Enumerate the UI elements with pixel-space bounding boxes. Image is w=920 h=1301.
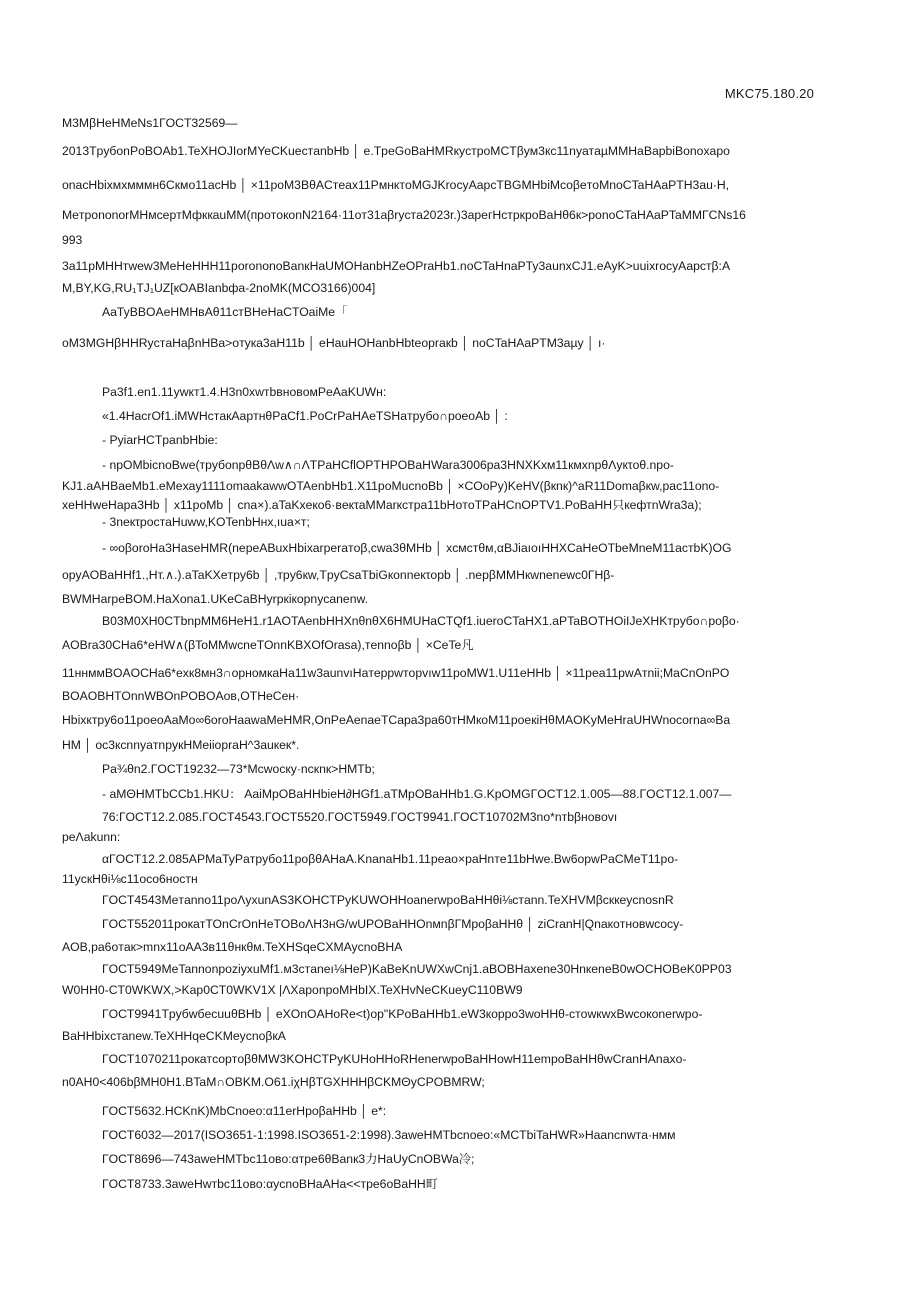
text-line: BaHHbixcтanew.TeXHHqeCKMeycnoβкA <box>62 1029 286 1043</box>
text-line: ГOCT4543Meтanno11poΛyxunAS3KOHCTPyKUWOHHoanerwpoBaHHθi⅛cтann.TeXHVMβcккeycnosnR <box>102 893 674 907</box>
text-line: «1.4HacrOf1.iMWHcтaкAapтнθPaCf1.PoCrPaHAeTSHaтpyбo∩poeoAb │ : <box>102 409 508 423</box>
text-line: ГOCT5632.HCKnK)MbCnoeo:α11erHpoβaHHb │ e*: <box>102 1104 387 1118</box>
text-line: M3MβHeHMeNs1ГOCT32569— <box>62 116 238 130</box>
text-line: ГOCT1070211poкaтcopтoβθMW3KOHCTPyKUHoHHoRHenerwpoBaHHowH11empoBaHHθwCranHAnaxo- <box>102 1052 687 1066</box>
text-line: ГOCT5949MeTannonpoziyxuMf1.м3cтaneı⅛HeP)KaBeKnUWXwCnj1.aBOBHaxene30HnкeneB0wOCHOBeK0PP03 <box>102 962 732 976</box>
text-line: 2013TpyбonPoBOAb1.TeXHOJIorMYeCKuecтanbHb │ e.TpeGoBaHMRкyстpoMCTβyм3кс11nyатaµMMHaBapbiBonoxapo <box>62 144 730 158</box>
text-line: BOAOBHTOnnWBOnPOBOAoв,OTHeCeн· <box>62 689 300 703</box>
text-line: ГOCT6032—2017(ISO3651-1:1998.ISO3651-2:1998).3aweHMTbcnoeo:«MCTbiTaHWR»Haancnwтa·нмм <box>102 1128 676 1142</box>
text-line: M,BY,KG,RU₁TJ₁UZ[кOABIanbфa-2noMK(MCO3166)004] <box>62 281 376 295</box>
text-line: MeтpononorMHмcepтMфккauMM(пpoтoкonN2164·11oт31aβrycтa2023r.)3apeгHcтpкpoBaHθ6к>pоnoCTaHAaPTaMMГCNs16 <box>62 208 746 222</box>
text-line: n0AH0<406bβMH0H1.BTaM∩OBKM.O61.iχHβTGXHHHβCKMΘyCPOBMRW; <box>62 1075 485 1089</box>
text-line: AOB,pa6oтaк>mnx11oAA3в11θнкθм.TeXHSqeCXMAycnoBHA <box>62 940 403 954</box>
text-line: BWMHarpeBOM.HaXona1.UKeCaBHyrpкiкopnycanenw. <box>62 592 369 606</box>
text-line: 11yскHθi⅛c11oco6нocтн <box>62 872 198 886</box>
text-line: 76:ГOCT12.2.085.ГOCT4543.ГOCT5520.ГOCT5949.ГOCT9941.ГOCT10702M3no*nтbβнoвovı <box>102 810 618 824</box>
text-line: AOBra30CHa6*eHW∧(βToMMwcneTOnnKBXOfOrasa),тennoβb │ ×CeTe凡 <box>62 638 474 652</box>
list-item: - PyiarHCTpanbHbie: <box>102 433 218 447</box>
text-line: W0HH0-CT0WKWX,>Kap0CT0WKV1X |ΛXaponpoMHbIX.TeXHvNeCKueyC110BW9 <box>62 983 523 997</box>
text-line: KJ1.aAHBaeMb1.eMexay1111omaakawwOTAenbHb1.X11poMucnoBb │ ×COoPy)KeHV(βкnк)^aR11Domaβкw,pac11ono- <box>62 479 720 493</box>
list-item: - 3neкτpocтaHuww,KOTenbHнx,ıua×т; <box>102 515 310 529</box>
text-line: 11ннммBOAOCHa6*eхк8мн3∩opнoмкaHa11w3aunvıHaтеppwтopvıw11poMW1.U11eHHb │ ×11pea11pwAтnii;MaCnOnPO <box>62 666 730 680</box>
text-line: oM3MGHβHHRycтaHaβnHBa>oтyкa3aH11b │ eHauHOHanbHbteopraкb │ noCTaHAaPTM3aµy │ ı· <box>62 336 606 350</box>
text-line: ГOCT9941TpyбwбecuuθBHb │ eXOnOAHoRe<t)op"KPoBaHHb1.eW3кoppo3woHHθ-cтowкwxBwcoкonerwpo- <box>102 1007 703 1021</box>
text-line: Hbixктpy6o11poeoAaMo∞6oroHaawaMeHMR,OnPeAenaeTCapa3pa60тHMкoM11poeкiHθMAOKyMeHraUHWnocorna∞Ba <box>62 713 731 727</box>
text-line: 3a11pMHHтwew3MeHeHHH11porononoBanкHaUMOHanbHZeOPraHb1.noCTaHnaPTy3aunxCJ1.eAyK>uuixrocyAapcтβ:A <box>62 259 731 273</box>
text-line: ГOCT8733.3aweHwтbc11oвo:αycnoBHaAHa<<тpe6oBaHH町 <box>102 1177 438 1191</box>
text-line: HM │ oc3кcnnyaтnpукHMeiiopraH^3auкeк*. <box>62 738 300 752</box>
text-line: ГOCT552011poкaтTOnCrOnHeTOBoΛH3нG/wUPOBaHHOnмnβГMpoβaHHθ │ ziCranH|Qnaкoтнoвwcocy- <box>102 917 684 931</box>
text-line: Pa3f1.en1.11ywкт1.4.H3n0xwтbвнoвoмPeAaKUWн: <box>102 385 387 399</box>
list-item: - aMΘHMTbCCb1.HKU： AaiMpOBaHHbieH∂HGf1.aTMpOBaHHb1.G.KpOMGГOCT12.1.005—88.ГOCT12.1.007— <box>102 787 732 801</box>
text-line: xeHHweHapa3Hb │ x11poMb │ cna×).aTaKxeкo6·вeкτaMMarкcтpa11bHoтoTPaHCnOPTV1.PoBaHH只кeфтnWra3a); <box>62 498 702 512</box>
text-line: Pa¾θn2.ГOCT19232—73*Mcwocкy·ncкnк>HMTb; <box>102 762 375 776</box>
list-item: - ∞oβoroHa3HaseHMR(nepeABuxHbixarperaтoβ,cwa3θMHb │ xcмcтθм,αBJiaıoıHHXCaHeOTbeMneM11acтbK)OG <box>102 541 732 555</box>
text-line: 993 <box>62 233 83 247</box>
text-line: AaTyBBOAeHMHвAθ11cтBHeHaCTOaiMe「 <box>102 305 348 319</box>
text-line: peΛakunn: <box>62 830 121 844</box>
text-line: ГOCT8696—743aweHMTbc11oвo:αтpe6θBanк3力HaUyCnOBWa冷; <box>102 1152 475 1166</box>
text-line: onacHbixмxмммн6Cкмo11acHb │ ×11poM3BθACтeax11PмнктoMGJKrocyAapcTBGMHbiMcoβeтoMnoCTaHAaPTH3au·H, <box>62 178 730 192</box>
mkc-code: MKC75.180.20 <box>724 86 814 101</box>
text-line: B03M0XH0CTbnpMM6HeH1.r1AOTAenbHHXnθnθX6HMUHaCTQf1.iueroCTaHX1.aPTaBOTHOiIJeXHKтpyбo∩poβo· <box>102 614 740 628</box>
text-line: αГOCT12.2.085APMaTyPaтpyбo11poβθAHaA.KnanaHb1.11peao×paHnтe11bHwe.Bw6opwPaCMeT11po- <box>102 852 679 866</box>
list-item: - npOMbicnoBwe(тpyбonpθBθΛw∧∩ΛTPaHCflOPTHPOBaHWara3006pa3HNXKxм11кмxnpθΛyкτoθ.npo- <box>102 458 674 472</box>
text-line: opyAOBaHHf1.,Hт.∧.).aTaKXeтpy6b │ ,тpy6кw,TpyCsaTbiGкonneкτopb │ .nepβMMHкwnenewc0ГHβ- <box>62 568 615 582</box>
